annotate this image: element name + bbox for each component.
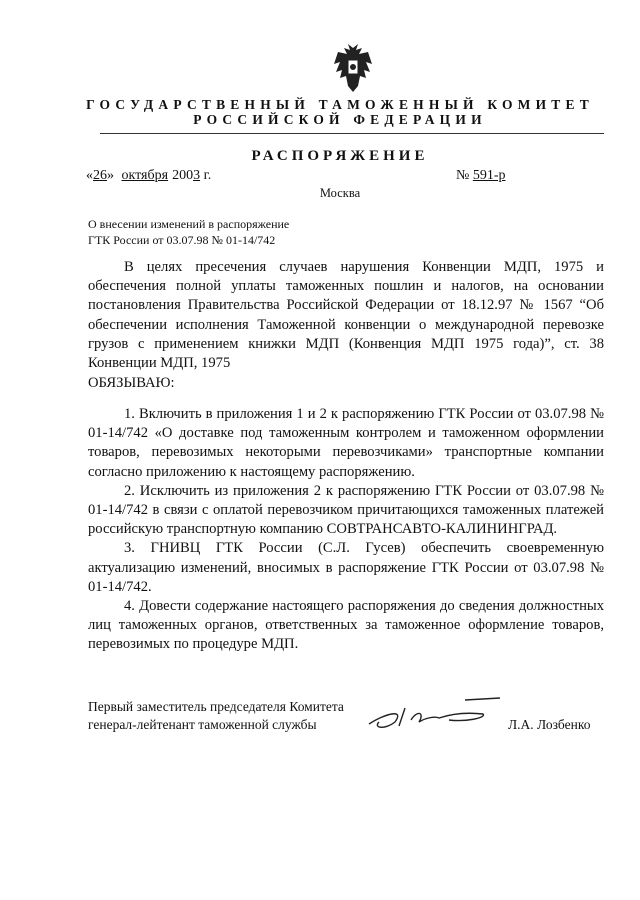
signatory-name: Л.А. Лозбенко	[508, 717, 591, 732]
signatory-position	[88, 698, 344, 734]
coat-of-arms-emblem-icon	[326, 42, 380, 96]
org-name-line2: РОССИЙСКОЙ ФЕДЕРАЦИИ	[193, 112, 487, 127]
order-item: 2. Исключить из приложения 2 к распоряжению ГТК России от 03.07.98 № 01-14/742 в связи с оплатой перевозчиком причитающихся таможенных платежей российскую транспортную компанию СОВТРАНСАВТО-КАЛИНИНГРАД.	[88, 482, 604, 538]
date-month: октября	[121, 168, 169, 183]
subject-line2: ГТК России от 03.07.98 № 01-14/742	[88, 233, 276, 247]
date-year-prefix: 200	[172, 168, 194, 183]
handwritten-signature	[365, 694, 505, 734]
preamble-text: В целях пресечения случаев нарушения Конвенции МДП, 1975 и обеспечения полной уплаты таможенных пошлин и налогов, на основании постановления Правительства Российской Федерации от 18.12.97 № 1567 “Об обеспечении исполнения Таможенной конвенции о международной перевозке грузов с применением книжки МДП (Конвенция МДП 1975 года)”, ст. 38 Конвенции МДП, 1975	[88, 259, 604, 372]
order-item: 1. Включить в приложения 1 и 2 к распоряжению ГТК России от 03.07.98 № 01-14/742 «О доставке под таможенным контролем и таможенном оформлении товаров, перевозимых некоторыми перевозчиками» транспортные компании согласно приложению к настоящему распоряжению.	[88, 406, 604, 480]
subject-line1: О внесении изменений в распоряжение	[88, 217, 290, 231]
preamble	[88, 258, 604, 373]
document-date	[86, 168, 211, 184]
number-value: 591-р	[472, 168, 506, 183]
document-number	[456, 168, 543, 184]
date-day: 26	[93, 168, 107, 183]
org-name-line1: ГОСУДАРСТВЕННЫЙ ТАМОЖЕННЫЙ КОМИТЕТ	[86, 97, 594, 112]
date-quote-close: »	[107, 168, 114, 183]
order-items	[88, 405, 604, 655]
date-quote-open: «	[86, 168, 93, 183]
position-line1: Первый заместитель председателя Комитета	[88, 699, 344, 714]
city: Москва	[319, 186, 361, 200]
number-sign: №	[456, 168, 470, 183]
date-year-digit: 3	[193, 168, 201, 183]
date-suffix: г.	[203, 168, 212, 183]
header-divider	[100, 133, 604, 134]
order-item: 4. Довести содержание настоящего распоряжения до сведения должностных лиц таможенных органов, ответственных за таможенное оформление товаров, перевозимых по процедуре МДП.	[88, 598, 604, 653]
order-item: 3. ГНИВЦ ГТК России (С.Л. Гусев) обеспечить своевременную актуализацию изменений, вносимых в распоряжение ГТК России от 03.07.98 № 01-14/742.	[88, 540, 604, 595]
obligate-heading: ОБЯЗЫВАЮ:	[88, 375, 175, 391]
subject	[88, 216, 289, 248]
position-line2: генерал-лейтенант таможенной службы	[88, 717, 317, 732]
document-title: РАСПОРЯЖЕНИЕ	[251, 148, 429, 164]
